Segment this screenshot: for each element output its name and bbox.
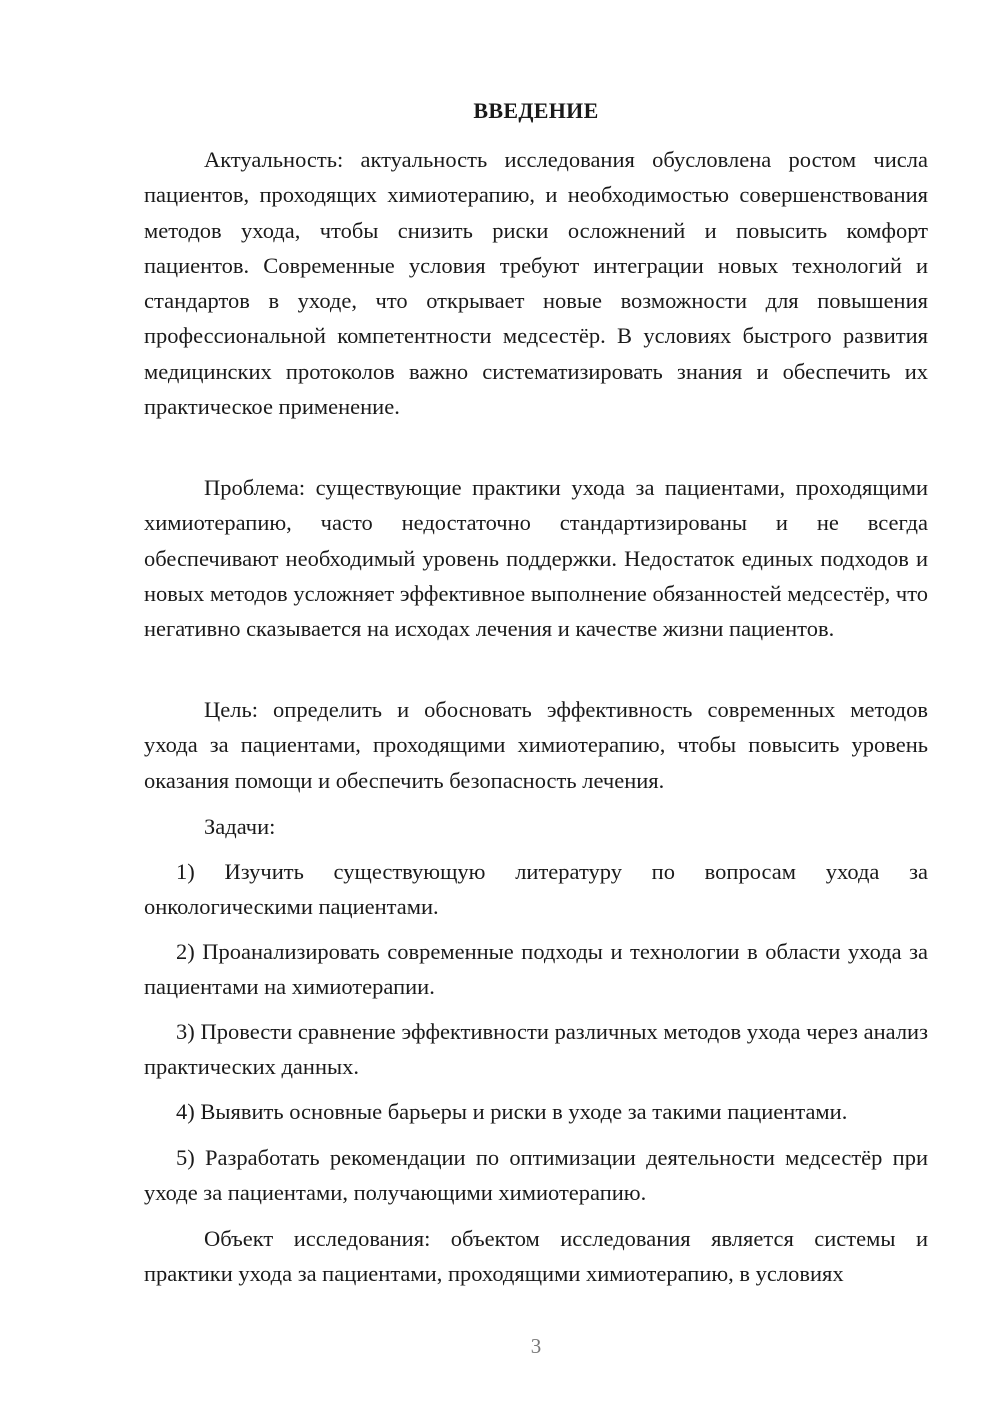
section-title: ВВЕДЕНИЕ	[473, 98, 599, 123]
page-number: 3	[530, 1334, 542, 1358]
relevance-paragraph: Актуальность: актуальность исследования обусловлена ростом числа пациентов, проходящих химиотерапию, и необходимостью совершенствования методов ухода, чтобы снизить риски осложнений и повысить комфорт пациентов. Современные условия требуют интеграции новых технологий и стандартов в уходе, что открывает новые возможности для повышения профессиональной компетентности медсестёр. В условиях быстрого развития медицинских протоколов важно систематизировать знания и обеспечить их практическое применение.	[144, 147, 928, 420]
task-item-3: 3) Провести сравнение эффективности различных методов ухода через анализ практических данных.	[144, 1019, 928, 1080]
problem-paragraph: Проблема: существующие практики ухода за пациентами, проходящими химиотерапию, часто недостаточно стандартизированы и не всегда обеспечивают необходимый уровень поддержки. Недостаток единых подходов и новых методов усложняет эффективное выполнение обязанностей медсестёр, что негативно сказывается на исходах лечения и качестве жизни пациентов.	[144, 475, 928, 642]
task-item-2: 2) Проанализировать современные подходы и технологии в области ухода за пациентами на химиотерапии.	[144, 939, 928, 1000]
task-item-5: 5) Разработать рекомендации по оптимизации деятельности медсестёр при уходе за пациентами, получающими химиотерапию.	[144, 1145, 928, 1206]
task-item-4: 4) Выявить основные барьеры и риски в уходе за такими пациентами.	[176, 1099, 848, 1124]
tasks-heading: Задачи:	[204, 814, 276, 839]
object-paragraph: Объект исследования: объектом исследования является системы и практики ухода за пациентами, проходящими химиотерапию, в условиях	[144, 1226, 928, 1287]
task-item-1: 1) Изучить существующую литературу по вопросам ухода за онкологическими пациентами.	[144, 859, 928, 920]
goal-paragraph: Цель: определить и обосновать эффективность современных методов ухода за пациентами, проходящими химиотерапию, чтобы повысить уровень оказания помощи и обеспечить безопасность лечения.	[144, 697, 928, 793]
